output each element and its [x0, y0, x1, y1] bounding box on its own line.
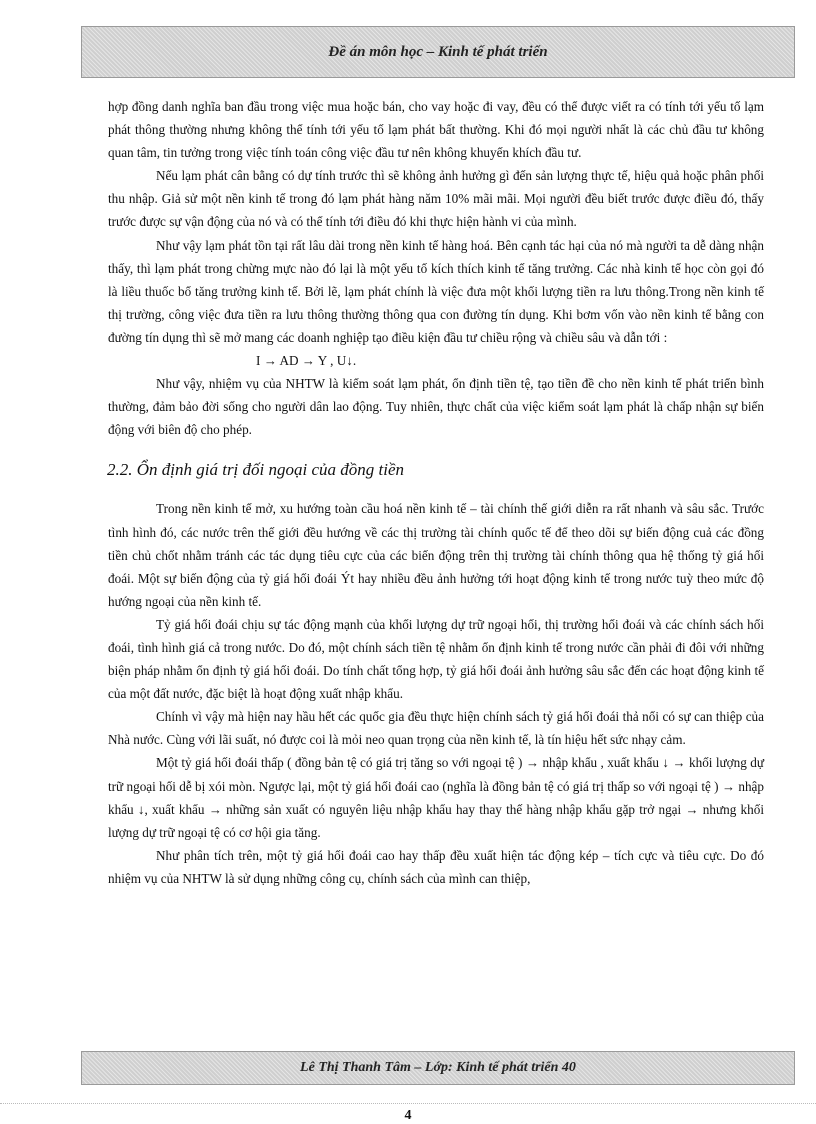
page-footer	[81, 1051, 795, 1085]
page-number: 4	[404, 1108, 412, 1123]
paragraph: Trong nền kinh tế mở, xu hướng toàn cầu hoá nền kinh tế – tài chính thế giới diễn ra rất nhanh và sâu sắc. Trước tình hình đó, các nước trên thế giới đều hướng về các thị trường tài chính quốc tế để theo dõi sự biến động cuả các đồng tiền chủ chốt nhằm tránh các tác dụng tiêu cực của các biến động trên thị trường tài chính thông qua hệ thống tỷ giá hối đoái. Một sự biến động của tỷ giá hối đoái Ýt hay nhiều đều ảnh hưởng tới hoạt động kinh tế trong nước tuỳ theo mức độ hướng ngoại của nền kinh tế.	[108, 501, 764, 609]
section-heading: 2.2. Ổn định giá trị đối ngoại của đồng tiền	[107, 460, 405, 480]
paragraph: Tỷ giá hối đoái chịu sự tác động mạnh của khối lượng dự trữ ngoại hối, thị trường hối đoái và các chính sách hối đoái, tình hình giá cả trong nước. Do đó, một chính sách tiền tệ nhằm ổn định kinh tế trong nước cần phải đi đôi với những biện pháp nhằm ổn định tỷ giá hối đoái. Do tính chất tổng hợp, tỷ giá hối đoái ảnh hưởng sâu sắc đến các hoạt động kinh tế của một đất nước, đặc biệt là hoạt động xuất nhập khẩu.	[108, 616, 764, 702]
document-body	[108, 95, 764, 890]
paragraph: Nếu lạm phát cân bằng có dự tính trước thì sẽ không ảnh hưởng gì đến sản lượng thực tế, hiệu quả hoặc phân phối thu nhập. Giả sử một nền kinh tế trong đó lạm phát hàng năm 10% mãi mãi. Mọi người đều biết trước được điều đó, thấy trước được sự vận động của nó và có thể tính tới điều đó khi thực hiện hành vi của mình.	[108, 168, 764, 230]
page-header	[81, 26, 795, 78]
formula: I → AD → Y , U↓.	[256, 353, 357, 369]
header-title: Đề án môn học – Kinh tế phát triển	[328, 43, 548, 60]
paragraph: Chính vì vậy mà hiện nay hầu hết các quốc gia đều thực hiện chính sách tỷ giá hối đoái thả nổi có sự can thiệp của Nhà nước. Cùng với lãi suất, nó được coi là mỏi neo quan trọng của nền kinh tế, là tín hiệu hết sức nhạy cảm.	[108, 709, 764, 748]
paragraph: hợp đồng danh nghĩa ban đầu trong việc mua hoặc bán, cho vay hoặc đi vay, đều có thể được viết ra có tính tới yếu tố lạm phát thông thường nhưng không thể tính tới yếu tố lạm phát bất thường. Khi đó mọi người nhất là các chủ đầu tư không quan tâm, tin tưởng trong việc tính toán công việc đầu tư nên không khuyến khích đầu tư.	[108, 99, 764, 161]
paragraph: Như phân tích trên, một tỷ giá hối đoái cao hay thấp đều xuất hiện tác động kép – tích cực và tiêu cực. Do đó nhiệm vụ của NHTW là sử dụng những công cụ, chính sách của mình can thiệp,	[108, 847, 764, 886]
footer-text: Lê Thị Thanh Tâm – Lớp: Kinh tế phát triển 40	[300, 1060, 576, 1075]
paragraph: Như vậy, nhiệm vụ của NHTW là kiểm soát lạm phát, ổn định tiền tệ, tạo tiền đề cho nền kinh tế phát triển bình thường, đảm bảo đời sống cho người dân lao động. Tuy nhiên, thực chất của việc kiểm soát lạm phát là chấp nhận sự biến động với biên độ cho phép.	[108, 376, 764, 438]
paragraph: Một tỷ giá hối đoái thấp ( đồng bản tệ có giá trị tăng so với ngoại tệ ) → nhập khẩu , xuất khẩu ↓ → khối lượng dự trữ ngoại hối dễ bị xói mòn. Ngược lại, một tỷ giá hối đoái cao (nghĩa là đồng bản tệ có giá trị thấp so với ngoại tệ ) → nhập khẩu ↓, xuất khẩu → những sản xuất có nguyên liệu nhập khẩu hay thay thế hàng nhập khẩu gặp trở ngại → nhưng khối lượng dự trữ ngoại tệ có cơ hội gia tăng.	[108, 755, 764, 840]
page-divider	[0, 1103, 816, 1104]
paragraph: Như vậy lạm phát tồn tại rất lâu dài trong nền kinh tế hàng hoá. Bên cạnh tác hại của nó mà người ta dễ dàng nhận thấy, thì lạm phát trong chừng mực nào đó lại là một yếu tố kích thích kinh tế tăng trưởng. Các nhà kinh tế học còn gọi đó là liều thuốc bổ tăng trưởng kinh tế. Bởi lẽ, lạm phát chính là việc đưa một khối lượng tiền ra lưu thông.Trong nền kinh tế thị trường, công việc đưa tiền ra lưu thông thường thông qua con đường tín dụng. Khi bơm vốn vào nền kinh tế bằng con đường tín dụng thì sẽ mở mang các doanh nghiệp tạo điều kiện đầu tư chiều rộng và chiều sâu và dẫn tới :	[108, 237, 764, 345]
